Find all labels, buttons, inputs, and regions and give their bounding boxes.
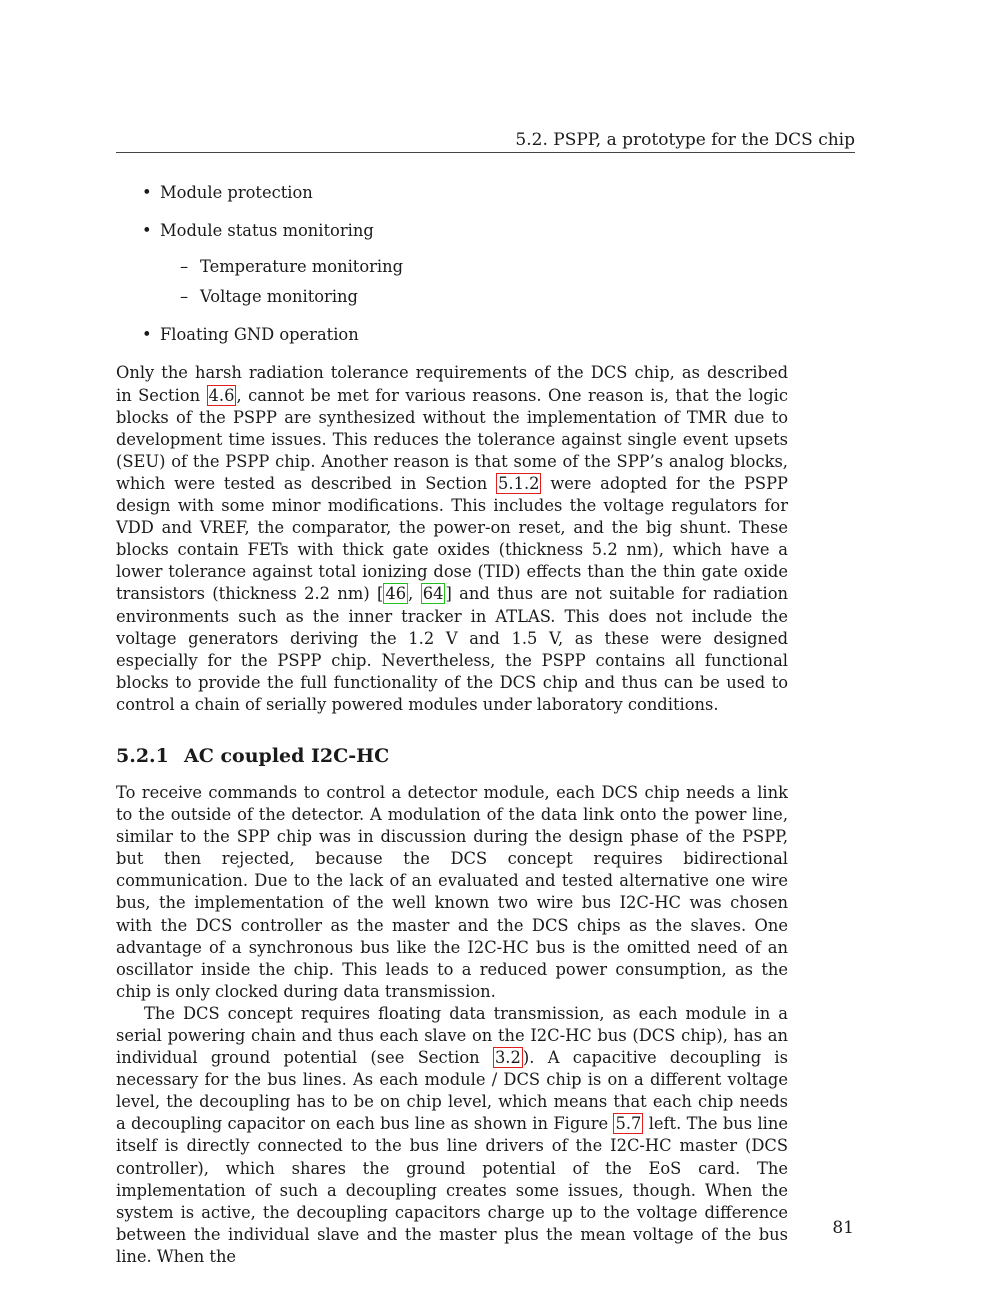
text-run: Only the harsh radiation tolerance requirements of the DCS chip, as described in Section — [116, 363, 788, 405]
list-item-text: Floating GND operation — [160, 325, 359, 345]
text-run: were adopted for the PSPP design with some minor modifications. This includes the voltage regulators for VDD and VREF, the comparator, the power-on reset, and the big shunt. These blocks contain FETs with thick gate oxides (thickness 5.2 nm), which have a lower tolerance against total ionizing dose (TID) effects than the thin gate oxide transistors (thickness 2.2 nm) [ — [116, 473, 788, 604]
paragraph-floating — [116, 1003, 788, 1268]
sub-list-item — [160, 256, 788, 278]
section-number: 5.2.1 — [116, 744, 169, 767]
paragraph-radiation — [116, 362, 788, 716]
sub-list — [160, 256, 788, 308]
citation-link[interactable]: 46 — [385, 584, 407, 604]
sub-list-item-text: Temperature monitoring — [200, 257, 404, 277]
section-ref-link[interactable]: 4.6 — [208, 385, 235, 405]
sub-list-item — [160, 286, 788, 308]
page-number: 81 — [832, 1218, 854, 1238]
page-body — [116, 182, 788, 1268]
text-run: ] and thus are not suitable for radiation environments such as the inner tracker in ATLAS. This does not include the voltage generators deriving the 1.2 V and 1.5 V, as these were designed especially for the PSPP chip. Nevertheless, the PSPP contains all functional blocks to provide the full functionality of the DCS chip and thus can be used to control a chain of serially powered modules under laboratory conditions. — [116, 584, 789, 714]
list-item-text: Module status monitoring — [160, 221, 374, 241]
figure-ref-link[interactable]: 5.7 — [615, 1114, 642, 1134]
section-ref-link[interactable]: 5.1.2 — [498, 473, 540, 493]
citation-link[interactable]: 64 — [422, 584, 444, 604]
text-run: The DCS concept requires floating data transmission, as each module in a serial powering chain and thus each slave on the I2C-HC bus (DCS chip), has an individual ground potential (see Section — [116, 1003, 788, 1068]
text-run: , cannot be met for various reasons. One reason is, that the logic blocks of the PSPP are synthesized without the implementation of TMR due to development time issues. This reduces the tolerance against single event upsets (SEU) of the PSPP chip. Another reason is that some of the SPP’s analog blocks, which were tested as described in Section — [116, 385, 788, 493]
list-item — [116, 324, 788, 346]
list-item — [116, 182, 788, 204]
list-item-text: Module protection — [160, 183, 313, 202]
sub-list-item-text: Voltage monitoring — [200, 287, 358, 307]
section-heading — [116, 744, 788, 768]
paragraph-commands: To receive commands to control a detector module, each DCS chip needs a link to the outside of the detector. A modulation of the data link onto the power line, similar to the SPP chip was in discussion during the design phase of the PSPP, but then rejected, because the DCS concept requires bidirectional communication. Due to the lack of an evaluated and tested alternative one wire bus, the implementation of the well known two wire bus I2C-HC was chosen with the DCS controller as the master and the DCS chips as the slaves. One advantage of a synchronous bus like the I2C-HC bus is the omitted need of an oscillator inside the chip. This leads to a reduced power consumption, as the chip is only clocked during data transmission. — [116, 782, 788, 1001]
section-ref-link[interactable]: 3.2 — [494, 1048, 521, 1068]
feature-list — [116, 182, 788, 346]
text-run: ). A capacitive decoupling is necessary for the bus lines. As each module / DCS chip is on a different voltage level, the decoupling has to be on chip level, which means that each chip needs a decoupling capacitor on each bus line as shown in Figure — [116, 1048, 788, 1134]
text-run: , — [408, 584, 421, 604]
running-header: 5.2. PSPP, a prototype for the DCS chip — [116, 128, 855, 153]
text-run: left. The bus line itself is directly connected to the bus line drivers of the I2C-HC master (DCS controller), which shares the ground potential of the EoS card. The implementation of such a decoupling creates some issues, though. When the system is active, the decoupling capacitors charge up to the voltage difference between the individual slave and the master plus the mean voltage of the bus line. When the — [116, 1114, 788, 1266]
section-title: AC coupled I2C-HC — [184, 744, 390, 767]
list-item — [116, 220, 788, 308]
